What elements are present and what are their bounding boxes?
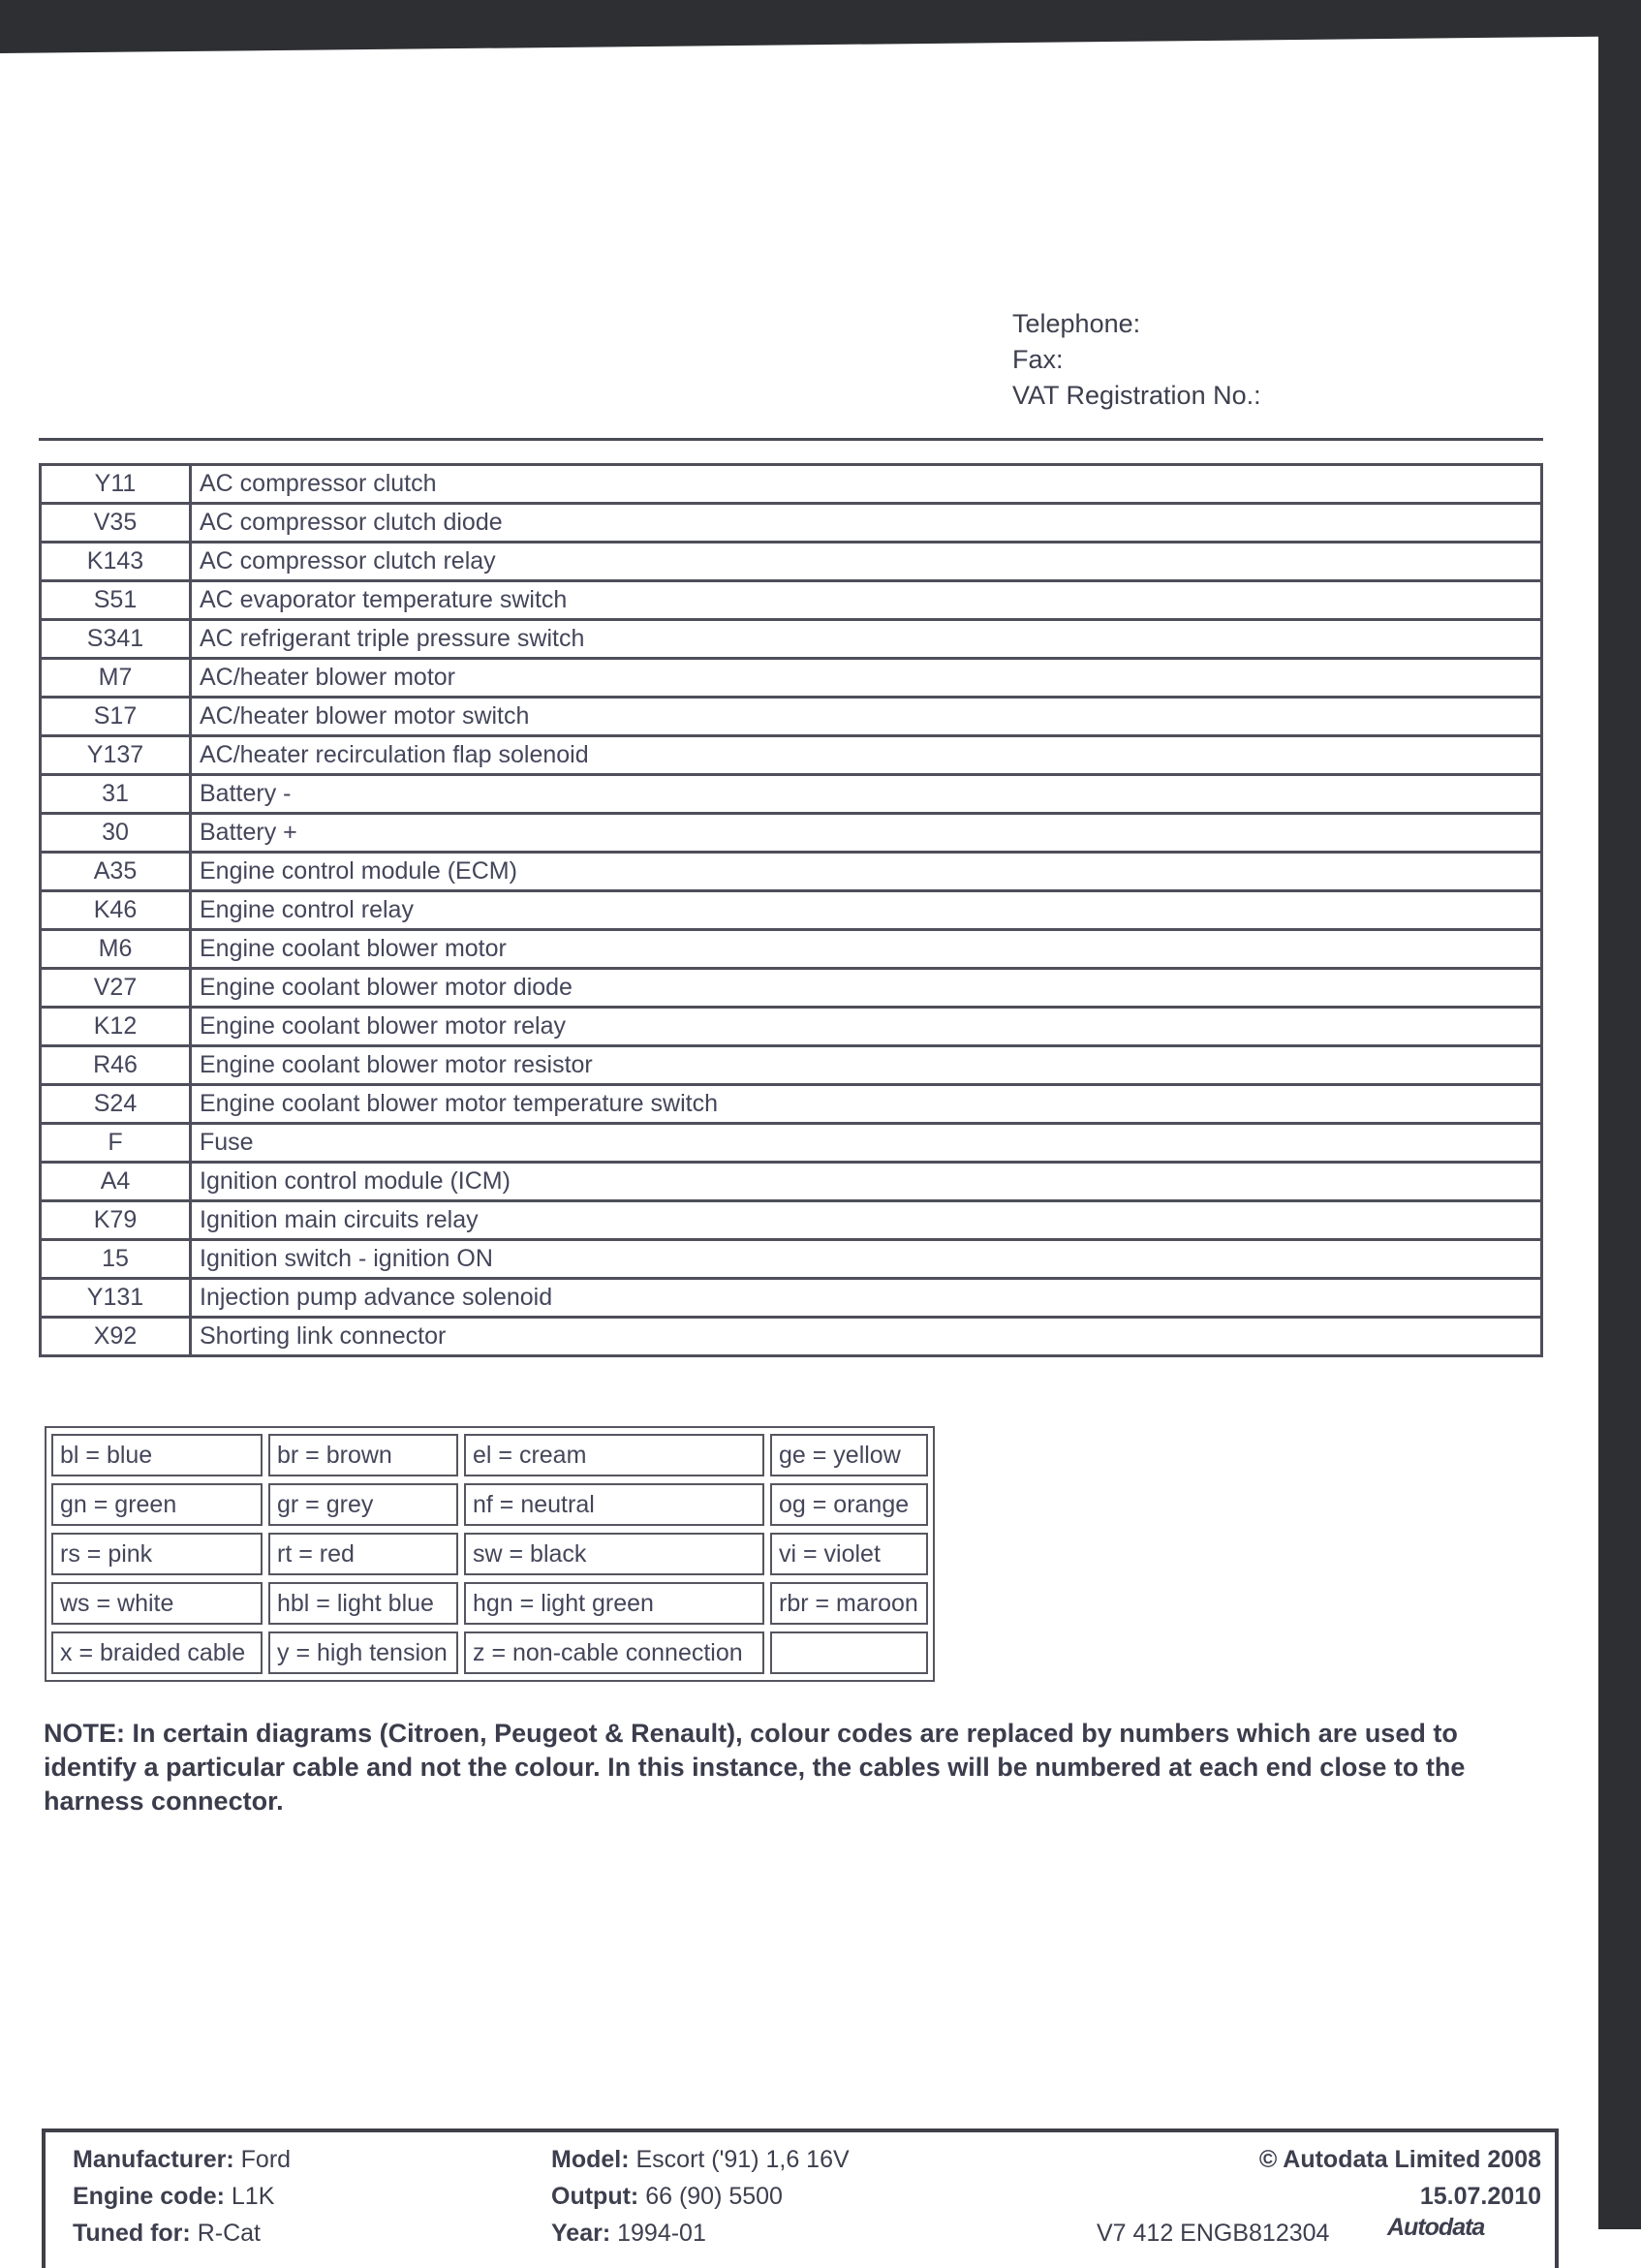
component-code: M7 <box>41 659 191 698</box>
table-row <box>41 1046 1542 1085</box>
colour-code-cell: vi = violet <box>770 1533 928 1575</box>
component-code: A4 <box>41 1163 191 1201</box>
component-code: S51 <box>41 581 191 620</box>
component-description: Engine coolant blower motor resistor <box>191 1046 1542 1085</box>
component-description: Engine coolant blower motor <box>191 930 1542 969</box>
component-description: Injection pump advance solenoid <box>191 1279 1542 1318</box>
component-code: X92 <box>41 1318 191 1356</box>
note-line: identify a particular cable and not the colour. In this instance, the cables will be numbered at each end close to the <box>44 1753 1466 1782</box>
colour-code-cell: rt = red <box>268 1533 458 1575</box>
colour-code-cell: og = orange <box>770 1483 928 1526</box>
scanner-right-edge <box>1598 0 1641 2229</box>
component-description: AC refrigerant triple pressure switch <box>191 620 1542 659</box>
table-row <box>41 504 1542 543</box>
component-code: S24 <box>41 1085 191 1124</box>
date-text: 15.07.2010 <box>1419 2183 1541 2210</box>
colour-code-cell: rs = pink <box>51 1533 263 1575</box>
note-line: NOTE: In certain diagrams (Citroen, Peugeot & Renault), colour codes are replaced by numbers which are used to <box>44 1719 1458 1748</box>
component-code: 30 <box>41 814 191 853</box>
table-row <box>41 465 1542 504</box>
table-row <box>41 1085 1542 1124</box>
colour-code-cell: z = non-cable connection <box>464 1631 764 1674</box>
document-reference: V7 412 ENGB812304 <box>1097 2220 1330 2247</box>
table-row <box>41 775 1542 814</box>
year-row <box>551 2220 706 2248</box>
fax-label: Fax: <box>1012 345 1064 374</box>
colour-code-cell: y = high tension <box>268 1631 458 1674</box>
table-row <box>41 698 1542 736</box>
colour-code-cell-empty <box>770 1631 928 1674</box>
table-row <box>41 1318 1542 1356</box>
year-value: 1994-01 <box>617 2220 706 2247</box>
table-row <box>41 1163 1542 1201</box>
table-row <box>41 581 1542 620</box>
colour-code-legend <box>45 1426 935 1682</box>
component-code: F <box>41 1124 191 1163</box>
table-row <box>41 853 1542 891</box>
telephone-label: Telephone: <box>1012 309 1141 338</box>
colour-code-cell: ge = yellow <box>770 1434 928 1476</box>
component-description: AC/heater blower motor switch <box>191 698 1542 736</box>
table-row <box>41 659 1542 698</box>
footer-box <box>42 2128 1559 2268</box>
engine-code-label: Engine code: <box>73 2183 232 2210</box>
note-line: harness connector. <box>44 1786 284 1816</box>
table-row <box>41 969 1542 1008</box>
output-row <box>551 2183 783 2211</box>
tuned-for-label: Tuned for: <box>73 2220 198 2247</box>
component-description: AC compressor clutch diode <box>191 504 1542 543</box>
table-row <box>41 1124 1542 1163</box>
component-description: Battery + <box>191 814 1542 853</box>
component-description: Engine coolant blower motor temperature switch <box>191 1085 1542 1124</box>
table-row <box>41 736 1542 775</box>
table-row <box>41 543 1542 581</box>
horizontal-rule <box>39 438 1543 441</box>
tuned-for-value: R-Cat <box>197 2220 261 2247</box>
component-description: Battery - <box>191 775 1542 814</box>
table-row <box>41 1201 1542 1240</box>
component-code: Y131 <box>41 1279 191 1318</box>
output-value: 66 (90) 5500 <box>645 2183 783 2210</box>
component-description: Engine coolant blower motor relay <box>191 1008 1542 1046</box>
vat-label: VAT Registration No.: <box>1012 381 1261 410</box>
autodata-logo: Autodata <box>1387 2214 1485 2241</box>
colour-code-cell: gr = grey <box>268 1483 458 1526</box>
year-label: Year: <box>551 2220 618 2247</box>
component-description: Engine coolant blower motor diode <box>191 969 1542 1008</box>
component-description: Ignition main circuits relay <box>191 1201 1542 1240</box>
component-description: Engine control relay <box>191 891 1542 930</box>
manufacturer-label: Manufacturer: <box>73 2146 241 2173</box>
component-description: AC compressor clutch <box>191 465 1542 504</box>
component-code: K46 <box>41 891 191 930</box>
model-label: Model: <box>551 2146 636 2173</box>
component-code: S341 <box>41 620 191 659</box>
colour-code-cell: br = brown <box>268 1434 458 1476</box>
component-description: Ignition control module (ICM) <box>191 1163 1542 1201</box>
note-paragraph <box>44 1717 1526 1818</box>
model-value: Escort ('91) 1,6 16V <box>635 2146 850 2173</box>
colour-code-cell: rbr = maroon <box>770 1582 928 1625</box>
component-code: R46 <box>41 1046 191 1085</box>
component-code: 31 <box>41 775 191 814</box>
colour-code-cell: gn = green <box>51 1483 263 1526</box>
component-code: M6 <box>41 930 191 969</box>
component-description: AC/heater recirculation flap solenoid <box>191 736 1542 775</box>
component-description: Engine control module (ECM) <box>191 853 1542 891</box>
manufacturer-row <box>73 2146 291 2174</box>
component-code: K79 <box>41 1201 191 1240</box>
component-code: V27 <box>41 969 191 1008</box>
table-row <box>41 814 1542 853</box>
table-row <box>41 620 1542 659</box>
component-code: 15 <box>41 1240 191 1279</box>
colour-code-cell: hbl = light blue <box>268 1582 458 1625</box>
table-row <box>41 930 1542 969</box>
colour-code-cell: x = braided cable <box>51 1631 263 1674</box>
component-code: V35 <box>41 504 191 543</box>
engine-code-row <box>73 2183 274 2211</box>
component-code: Y11 <box>41 465 191 504</box>
table-row <box>41 1008 1542 1046</box>
colour-code-cell: sw = black <box>464 1533 764 1575</box>
table-row <box>41 891 1542 930</box>
engine-code-value: L1K <box>231 2183 275 2210</box>
component-code: K143 <box>41 543 191 581</box>
component-code: A35 <box>41 853 191 891</box>
copyright-text: © Autodata Limited 2008 <box>1258 2146 1541 2173</box>
colour-code-cell: el = cream <box>464 1434 764 1476</box>
component-description: Ignition switch - ignition ON <box>191 1240 1542 1279</box>
tuned-for-row <box>73 2220 261 2248</box>
colour-code-cell: bl = blue <box>51 1434 263 1476</box>
colour-code-cell: hgn = light green <box>464 1582 764 1625</box>
component-code: Y137 <box>41 736 191 775</box>
model-row <box>551 2146 850 2174</box>
table-row <box>41 1240 1542 1279</box>
component-table <box>39 463 1543 1357</box>
component-description: AC evaporator temperature switch <box>191 581 1542 620</box>
component-description: Fuse <box>191 1124 1542 1163</box>
component-description: AC compressor clutch relay <box>191 543 1542 581</box>
output-label: Output: <box>551 2183 646 2210</box>
manufacturer-value: Ford <box>240 2146 292 2173</box>
component-description: AC/heater blower motor <box>191 659 1542 698</box>
component-description: Shorting link connector <box>191 1318 1542 1356</box>
table-row <box>41 1279 1542 1318</box>
colour-code-cell: nf = neutral <box>464 1483 764 1526</box>
colour-code-cell: ws = white <box>51 1582 263 1625</box>
component-code: S17 <box>41 698 191 736</box>
component-code: K12 <box>41 1008 191 1046</box>
contact-block <box>1012 306 1261 414</box>
scanner-top-edge <box>0 0 1641 53</box>
